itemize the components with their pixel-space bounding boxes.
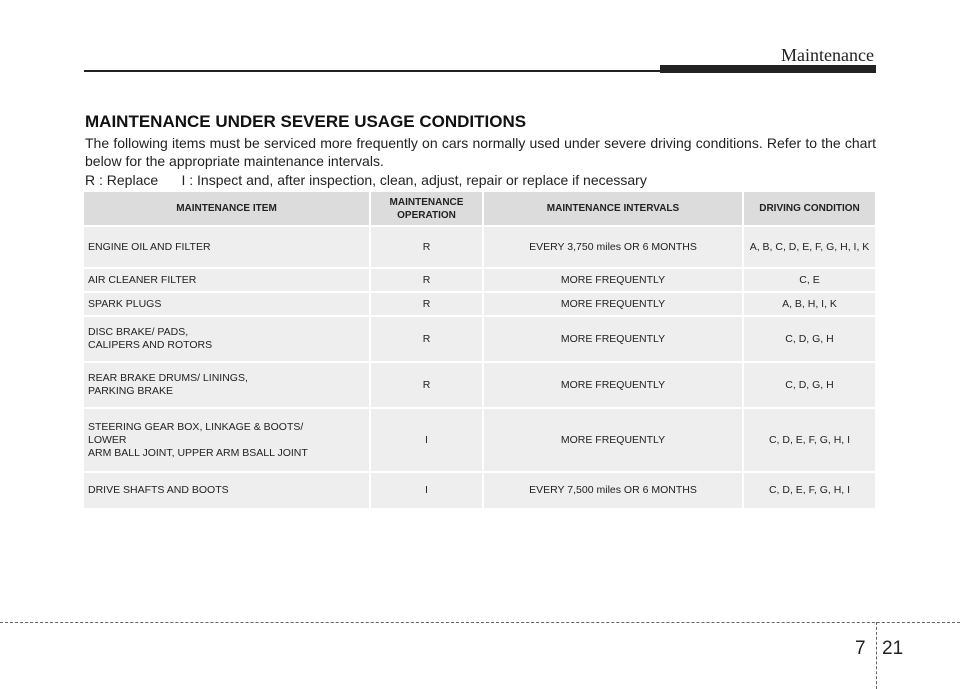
column-header-item: MAINTENANCE ITEM [84, 192, 370, 226]
table-row [84, 408, 875, 472]
operation-cell: R [370, 316, 483, 362]
column-header-intervals: MAINTENANCE INTERVALS [483, 192, 743, 226]
item-cell: STEERING GEAR BOX, LINKAGE & BOOTS/ LOWER ARM BALL JOINT, UPPER ARM BSALL JOINT [84, 408, 370, 472]
table-row [84, 362, 875, 408]
condition-cell: C, D, E, F, G, H, I [743, 472, 875, 508]
item-cell: SPARK PLUGS [84, 292, 370, 316]
item-cell: DRIVE SHAFTS AND BOOTS [84, 472, 370, 508]
section-name: Maintenance [781, 45, 874, 65]
header-rule-tab [660, 65, 876, 73]
interval-cell: MORE FREQUENTLY [483, 292, 743, 316]
condition-cell: A, B, C, D, E, F, G, H, I, K [743, 226, 875, 268]
page-number: 21 [882, 638, 904, 659]
condition-cell: C, D, E, F, G, H, I [743, 408, 875, 472]
footer-rule [0, 622, 960, 623]
item-cell: ENGINE OIL AND FILTER [84, 226, 370, 268]
interval-cell: EVERY 7,500 miles OR 6 MONTHS [483, 472, 743, 508]
interval-cell: EVERY 3,750 miles OR 6 MONTHS [483, 226, 743, 268]
table-row [84, 226, 875, 268]
operation-cell: R [370, 268, 483, 292]
table-row [84, 292, 875, 316]
table-row [84, 316, 875, 362]
page-heading: MAINTENANCE UNDER SEVERE USAGE CONDITIONS [85, 112, 527, 131]
table-row [84, 472, 875, 508]
interval-cell: MORE FREQUENTLY [483, 268, 743, 292]
column-header-condition: DRIVING CONDITION [743, 192, 875, 226]
operation-cell: R [370, 226, 483, 268]
interval-cell: MORE FREQUENTLY [483, 408, 743, 472]
table-row [84, 268, 875, 292]
interval-cell: MORE FREQUENTLY [483, 362, 743, 408]
condition-cell: C, D, G, H [743, 316, 875, 362]
column-header-operation: MAINTENANCE OPERATION [370, 192, 483, 226]
condition-cell: A, B, H, I, K [743, 292, 875, 316]
item-cell: DISC BRAKE/ PADS, CALIPERS AND ROTORS [84, 316, 370, 362]
condition-cell: C, D, G, H [743, 362, 875, 408]
item-cell: AIR CLEANER FILTER [84, 268, 370, 292]
condition-cell: C, E [743, 268, 875, 292]
operation-cell: I [370, 408, 483, 472]
intro-paragraph: The following items must be serviced more frequently on cars normally used under severe driving conditions. Refer to the chart below for the appropriate maintenance intervals. [85, 135, 876, 169]
operation-cell: I [370, 472, 483, 508]
item-cell: REAR BRAKE DRUMS/ LININGS, PARKING BRAKE [84, 362, 370, 408]
operation-cell: R [370, 362, 483, 408]
chapter-number: 7 [855, 638, 866, 659]
footer-divider [876, 622, 877, 689]
operation-cell: R [370, 292, 483, 316]
header-rule [84, 70, 660, 72]
interval-cell: MORE FREQUENTLY [483, 316, 743, 362]
legend-line: R : Replace I : Inspect and, after inspection, clean, adjust, repair or replace if necessary [85, 172, 647, 188]
maintenance-table [84, 192, 875, 508]
table-header-row [84, 192, 875, 226]
